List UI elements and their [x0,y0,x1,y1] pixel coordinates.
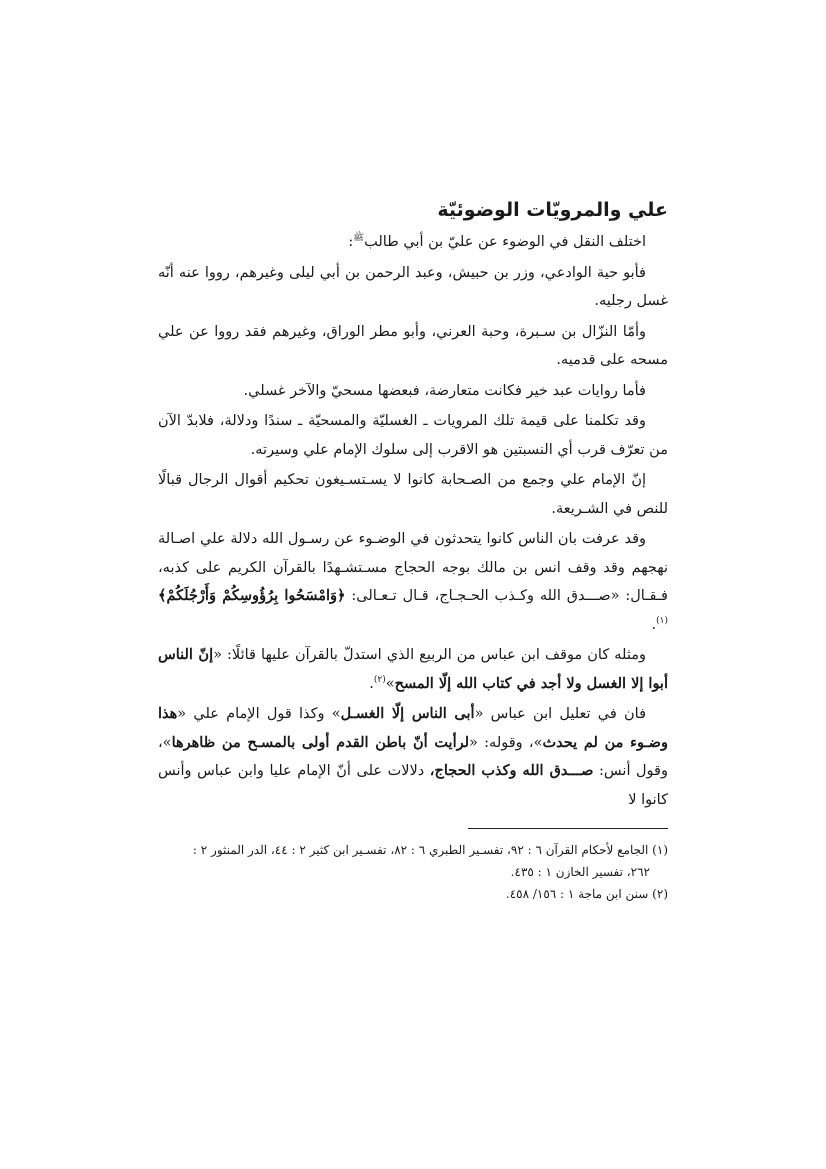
quote-close: » [385,675,395,692]
paragraph-1 [158,228,668,257]
footnote-1-line-2: ٢٦٢، تفسير الخازن ١ : ٤٣٥. [510,865,650,879]
paragraph-2: فأبو حية الوادعي، وزر بن حبيش، وعبد الرحمن بن أبي ليلى وغيرهم، رووا عنه أنّه غسل رجليه. [158,264,668,309]
paragraph-9-text-e: »، وقول أنس: [158,734,668,779]
ibn-abbas-quote: إنّ الناس أبوا إلا الغسل ولا أجد في كتاب الله إلّا المسح [158,646,668,692]
paragraph-8-end: . [369,675,374,692]
paragraph-9 [158,700,668,814]
paragraph-9-text-a: فان في تعليل ابن عباس « [474,706,646,722]
paragraph-9-text-c: » وكذا قول الإمام علي « [177,706,341,722]
paragraph-7-text: وقد عرفت بان الناس كانوا يتحدثون في الوضـوء عن رسـول الله دلالة علي اصـالة نهجهم وقد وقف انس بن مالك بوجه الحجاج مسـتشـهدًا بالقرآن الكريم على كذبه، فـقـال: «صـــدق الله وكـذب الحـجـاج، قـال تـعـالى: [158,531,668,604]
paragraph-7 [158,525,668,639]
paragraph-3: وأمّا النزّال بن سـبرة، وحبة العرني، وأبو مطر الوراق، وغيرهم فقد رووا عن علي مسحه على قدميه. [158,323,668,368]
paragraph-4: فأما روايات عبد خير فكانت متعارضة، فبعضها مسحيّ والآخر غسلي. [243,382,646,399]
quote-bold-4: صـــدق الله وكذب الحجاج، [429,762,594,779]
footnote-divider [468,828,668,829]
quote-bold-2: هذا وضـوء من لم يحدث [158,705,668,751]
footnote-2: (٢) سنن ابن ماجة ١ : ١٥٦/ ٤٥٨. [505,887,668,901]
paragraph-1-end: : [348,234,354,250]
footnote-ref-2: (٢) [373,674,386,685]
paragraph-7-end: . [651,616,657,633]
footnote-1-line-1: (١) الجامع لأحكام القرآن ٦ : ٩٢، تفسـير الطبري ٦ : ٨٢، تفسـير ابن كثير ٢ : ٤٤، الدر المنثور ٢ : [192,843,668,857]
paragraph-6: إنّ الإمام علي وجمع من الصـحابة كانوا لا يسـتسـيغون تحكيم أقوال الرجال قبالًا للنص في الشـريعة. [158,472,668,517]
quote-bold-3: لرأيت أنّ باطن القدم أولى بالمسـح من ظاهرها [171,733,470,751]
paragraph-8 [158,641,668,698]
paragraph-9-text-f: دلالات على أنّ الإمام عليا وابن عباس وأنس كانوا لا [158,763,668,808]
page-content [158,196,668,905]
paragraph-5: وقد تكلمنا على قيمة تلك المرويات ـ الغسليّة والمسحيّة ـ سندًا ودلالة، فلابدّ الآن من تعرّف قرب أي النسبتين هو الاقرب إلى سلوك الإمام علي وسيرته. [158,413,668,458]
quote-bold-1: أبى الناس إلّا الغسـل [340,705,475,722]
quran-verse: ﴿وَامْسَحُوا بِرُؤُوسِكُمْ وَأَرْجُلَكُمْ﴾ [158,587,346,604]
paragraph-8-text: ومثله كان موقف ابن عباس من الربيع الذي استدلّ بالقرآن عليها قائلًا: « [213,647,646,663]
footnote-1 [158,839,668,883]
footnote-ref-1: (١) [656,615,668,626]
paragraph-1-text: اختلف النقل في الوضوء عن عليّ بن أبي طالب [364,234,646,250]
section-heading: علي والمرويّات الوضوئيّة [437,199,668,221]
honorific-symbol: ﷺ [353,233,365,244]
paragraph-9-text-d: »، وقوله: « [469,734,543,751]
